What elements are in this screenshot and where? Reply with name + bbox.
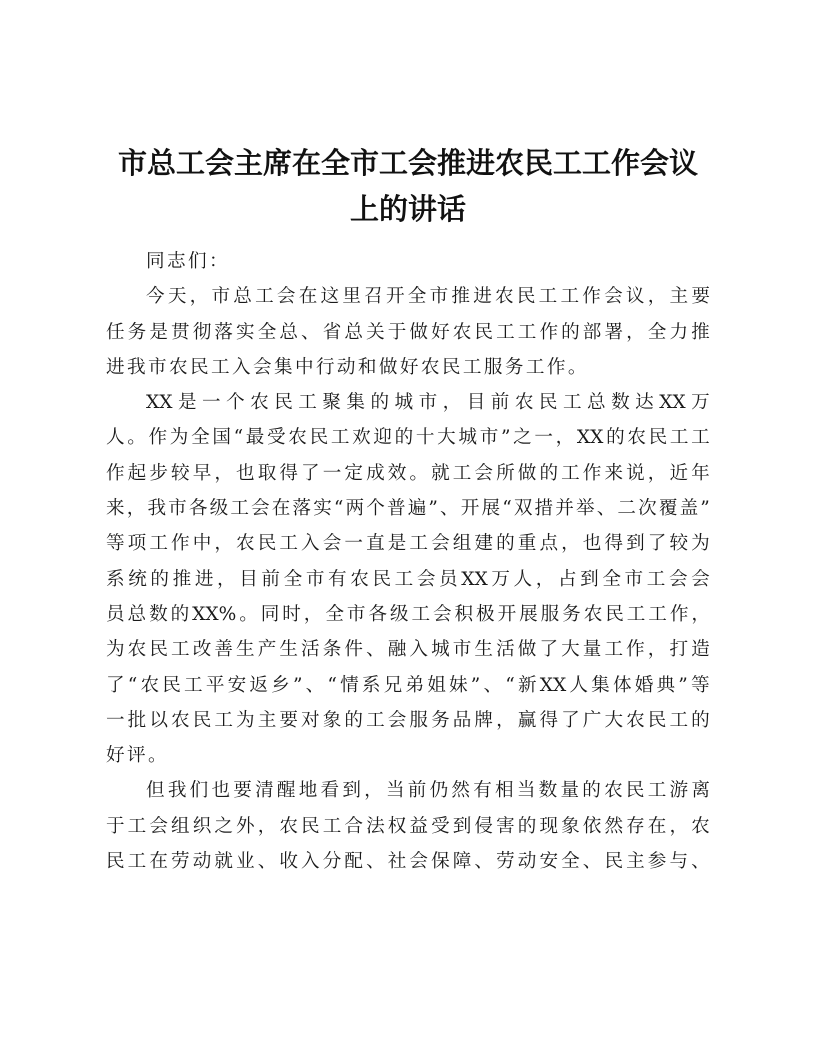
body-line: 了 “ 农 民 工 平 安 返 乡 ” 、 “ 情 系 兄 弟 姐 妹 ” 、 “ 新 XX 人 集 体 婚 典 ” 等	[106, 674, 710, 696]
body-line: 人 。 作 为 全 国 “ 最 受 农 民 工 欢 迎 的 十 大 城 市 ” 之 一 ， XX 的 农 民 工 工	[106, 427, 710, 449]
title-line-1: 市总工会主席在全市工会推进农民工工作会议	[117, 146, 698, 180]
body-line: 同志们：	[146, 251, 230, 272]
body-line: 一 批 以 农 民 工 为 主 要 对 象 的 工 会 服 务 品 牌 ， 赢 得 了 广 大 农 民 工 的	[106, 709, 710, 731]
document-title	[100, 140, 716, 232]
body-line: 系 统 的 推 进 ， 目 前 全 市 有 农 民 工 会 员 XX 万 人 ， 占 到 全 市 工 会 会	[106, 568, 710, 590]
body-line: 任 务 是 贯 彻 落 实 全 总 、 省 总 关 于 做 好 农 民 工 工 作 的 部 署 ， 全 力 推	[106, 321, 710, 343]
body-line: 等 项 工 作 中 ， 农 民 工 入 会 一 直 是 工 会 组 建 的 重 点 ， 也 得 到 了 较 为	[106, 533, 710, 555]
body-line: 作 起 步 较 早 ， 也 取 得 了 一 定 成 效 。 就 工 会 所 做 的 工 作 来 说 ， 近 年	[106, 462, 710, 484]
body-line: 于 工 会 组 织 之 外 ， 农 民 工 合 法 权 益 受 到 侵 害 的 现 象 依 然 存 在 ， 农	[106, 815, 710, 837]
body-line: 但 我 们 也 要 清 醒 地 看 到 ， 当 前 仍 然 有 相 当 数 量 的 农 民 工 游 离	[146, 780, 710, 802]
body-line: XX 是 一 个 农 民 工 聚 集 的 城 市 ， 目 前 农 民 工 总 数 达 XX 万	[146, 392, 710, 414]
body-line: 员 总 数 的 XX% 。 同 时 ， 全 市 各 级 工 会 积 极 开 展 服 务 农 民 工 工 作 ，	[106, 603, 710, 625]
body-line: 来 ， 我 市 各 级 工 会 在 落 实 “ 两 个 普 遍 ” 、 开 展 “ 双 措 并 举 、 二 次 覆 盖 ”	[106, 498, 710, 520]
document-body	[106, 244, 710, 879]
body-line: 民 工 在 劳 动 就 业 、 收 入 分 配 、 社 会 保 障 、 劳 动 安 全 、 民 主 参 与 、	[106, 851, 710, 873]
body-line: 为 农 民 工 改 善 生 产 生 活 条 件 、 融 入 城 市 生 活 做 了 大 量 工 作 ， 打 造	[106, 639, 710, 661]
title-line-2: 上的讲话	[349, 192, 466, 226]
body-line: 好评。	[106, 745, 169, 767]
body-line: 进我市农民工入会集中行动和做好农民工服务工作。	[106, 356, 589, 378]
body-line: 今 天 ， 市 总 工 会 在 这 里 召 开 全 市 推 进 农 民 工 工 作 会 议 ， 主 要	[146, 286, 710, 308]
